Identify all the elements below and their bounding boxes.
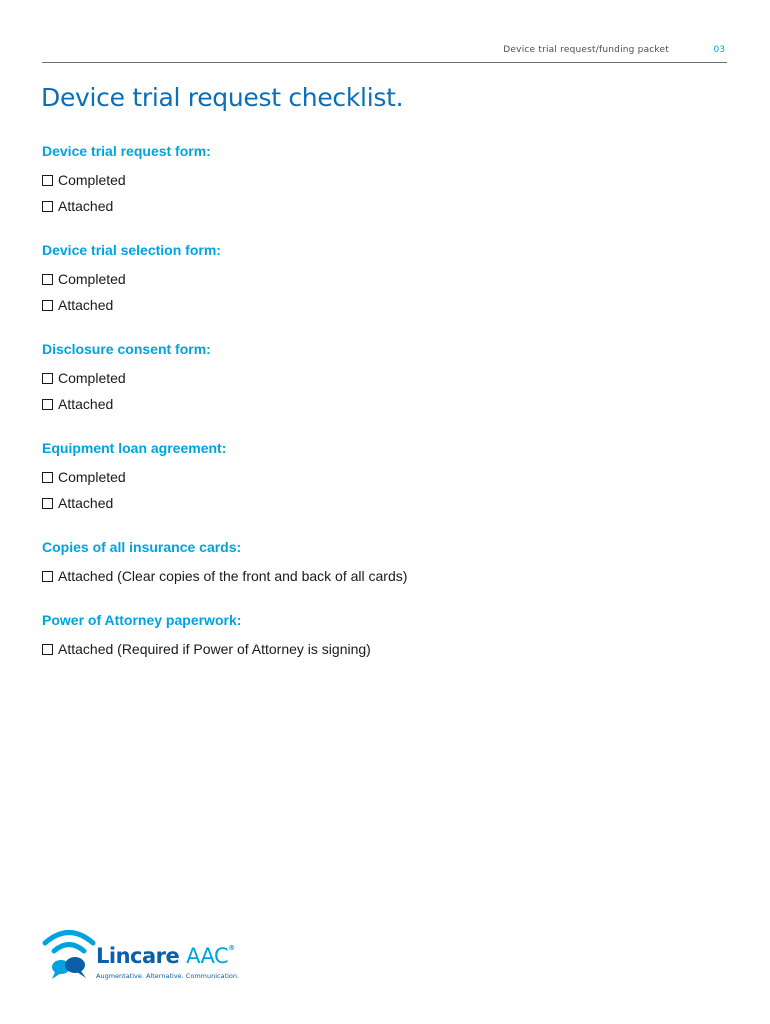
checkbox[interactable] <box>42 399 53 410</box>
checkbox[interactable] <box>42 644 53 655</box>
checklist-item <box>42 167 722 193</box>
section-device-trial-request-form <box>42 141 722 219</box>
checklist-item <box>42 266 722 292</box>
logo-wordmark <box>96 944 235 968</box>
section-device-trial-selection-form <box>42 240 722 318</box>
checklist-item <box>42 636 722 662</box>
section-heading: Device trial request form: <box>42 143 211 159</box>
checkbox[interactable] <box>42 201 53 212</box>
page-header <box>42 40 727 63</box>
section-equipment-loan-agreement <box>42 438 722 516</box>
checkbox[interactable] <box>42 571 53 582</box>
checklist-item-label: Completed <box>58 172 126 188</box>
checklist-item-label: Attached <box>58 198 114 214</box>
checklist-item-label: Completed <box>58 271 126 287</box>
section-heading: Power of Attorney paperwork: <box>42 612 242 628</box>
checklist <box>42 141 722 683</box>
section-heading: Equipment loan agreement: <box>42 440 227 456</box>
section-heading: Disclosure consent form: <box>42 341 211 357</box>
logo-tagline: Augmentative. Alternative. Communication. <box>96 972 240 980</box>
checkbox[interactable] <box>42 274 53 285</box>
signal-bubbles-icon <box>42 926 96 982</box>
checklist-item <box>42 365 722 391</box>
checklist-item <box>42 464 722 490</box>
logo-brand: Lincare <box>96 944 180 968</box>
checkbox[interactable] <box>42 175 53 186</box>
lincare-aac-logo <box>42 926 240 984</box>
checklist-item <box>42 391 722 417</box>
section-insurance-cards <box>42 537 722 589</box>
page-title: Device trial request checklist. <box>41 83 404 112</box>
section-heading: Device trial selection form: <box>42 242 221 258</box>
checklist-item <box>42 563 722 589</box>
checkbox[interactable] <box>42 498 53 509</box>
page-number: 03 <box>713 45 725 55</box>
checkbox[interactable] <box>42 472 53 483</box>
checkbox[interactable] <box>42 300 53 311</box>
checklist-item-label: Attached <box>58 396 114 412</box>
checklist-item-label: Attached (Required if Power of Attorney is signing) <box>58 641 371 657</box>
registered-mark: ® <box>228 944 235 952</box>
checklist-item-label: Completed <box>58 469 126 485</box>
logo-product: AAC <box>186 944 229 968</box>
checklist-item <box>42 490 722 516</box>
checklist-item-label: Attached <box>58 297 114 313</box>
section-disclosure-consent-form <box>42 339 722 417</box>
checkbox[interactable] <box>42 373 53 384</box>
checklist-item-label: Attached <box>58 495 114 511</box>
checklist-item <box>42 193 722 219</box>
section-power-of-attorney <box>42 610 722 662</box>
checklist-item <box>42 292 722 318</box>
header-title: Device trial request/funding packet <box>503 45 669 55</box>
checklist-item-label: Completed <box>58 370 126 386</box>
section-heading: Copies of all insurance cards: <box>42 539 242 555</box>
checklist-item-label: Attached (Clear copies of the front and back of all cards) <box>58 568 408 584</box>
